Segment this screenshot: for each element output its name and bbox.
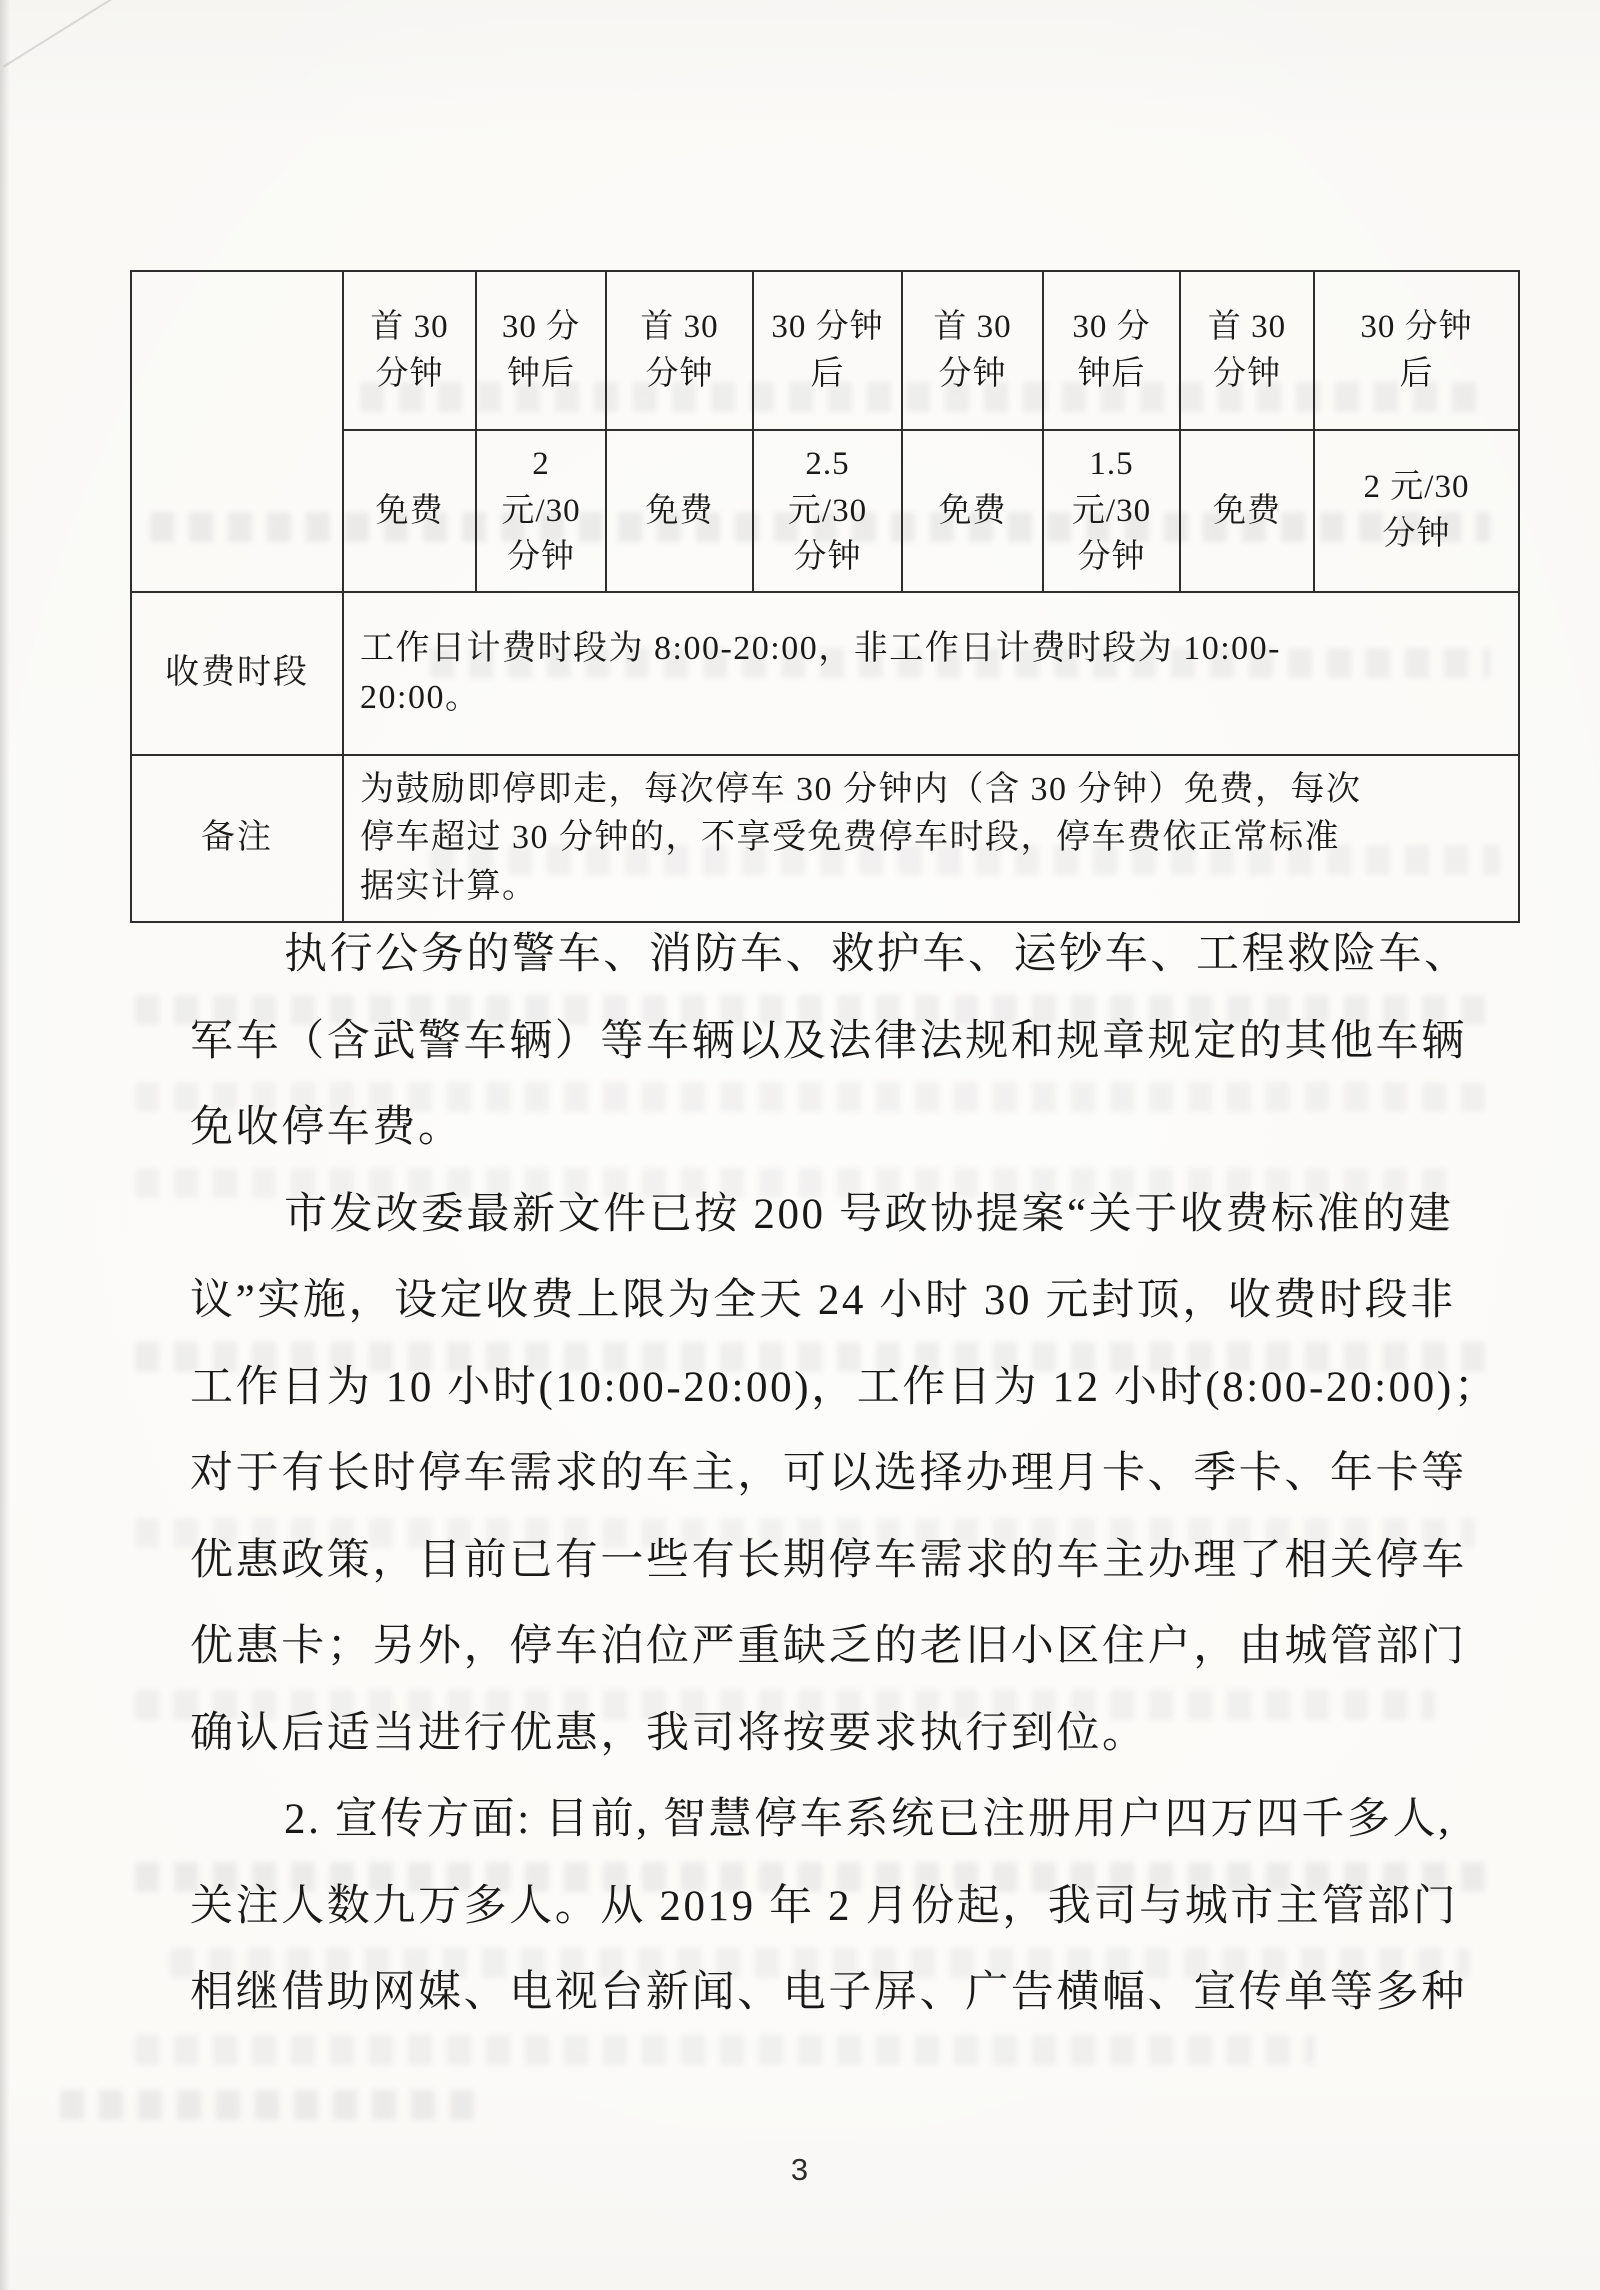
body-line: 确认后适当进行优惠，我司将按要求执行到位。 [190, 1709, 1148, 1757]
interval-header-cell: 30 分钟后 [1043, 271, 1180, 430]
body-line: 优惠卡；另外，停车泊位严重缺乏的老旧小区住户，由城管部门 [190, 1623, 1467, 1671]
remark-text: 为鼓励即停即走，每次停车 30 分钟内（含 30 分钟）免费，每次停车超过 30 分钟的，不享受免费停车时段，停车费依正常标准据实计算。 [360, 771, 1362, 905]
document-body [190, 912, 1500, 2037]
fee-cell: 免费 [902, 430, 1043, 592]
fee-cell: 1.5 元/30 分钟 [1043, 430, 1180, 592]
parking-fee-table [130, 270, 1520, 923]
body-line: 工作日为 10 小时(10:00-20:00)，工作日为 12 小时(8:00-20:00)； [190, 1363, 1500, 1411]
body-line: 2. 宣传方面: 目前, 智慧停车系统已注册用户四万四千多人, [284, 1796, 1452, 1844]
body-line: 军车（含武警车辆）等车辆以及法律法规和规章规定的其他车辆 [190, 1017, 1467, 1065]
remark-cell [343, 755, 1519, 922]
table-corner-cell [131, 271, 343, 592]
fee-cell: 2 元/30 分钟 [1314, 430, 1519, 592]
interval-header-cell: 30 分钟后 [753, 271, 902, 430]
body-line: 市发改委最新文件已按 200 号政协提案“关于收费标准的建 [284, 1190, 1454, 1238]
charge-period-text: 工作日计费时段为 8:00-20:00，非工作日计费时段为 10:00-20:00。 [360, 630, 1281, 716]
row-label-charge-period: 收费时段 [131, 592, 343, 755]
row-label-remark: 备注 [131, 755, 343, 922]
interval-header-cell: 首 30 分钟 [1180, 271, 1314, 430]
interval-header-cell: 首 30 分钟 [902, 271, 1043, 430]
body-line: 对于有长时停车需求的车主，可以选择办理月卡、季卡、年卡等 [190, 1450, 1467, 1498]
body-line: 优惠政策，目前已有一些有长期停车需求的车主办理了相关停车 [190, 1536, 1467, 1584]
fee-cell: 免费 [1180, 430, 1314, 592]
body-line: 议”实施，设定收费上限为全天 24 小时 30 元封顶，收费时段非 [190, 1277, 1456, 1325]
page-number: 3 [790, 2152, 810, 2187]
bleedthrough-smudge [135, 2035, 1315, 2065]
body-line: 执行公务的警车、消防车、救护车、运钞车、工程救险车、 [284, 931, 1470, 979]
interval-header-cell: 30 分钟后 [476, 271, 606, 430]
page-fold-crease [3, 0, 131, 68]
interval-header-cell: 30 分钟后 [1314, 271, 1519, 430]
fee-cell: 2 元/30 分钟 [476, 430, 606, 592]
interval-header-cell: 首 30 分钟 [606, 271, 753, 430]
interval-header-cell: 首 30 分钟 [343, 271, 476, 430]
charge-period-cell [343, 592, 1519, 755]
fee-cell: 2.5 元/30 分钟 [753, 430, 902, 592]
body-line: 关注人数九万多人。从 2019 年 2 月份起，我司与城市主管部门 [190, 1882, 1459, 1930]
body-line: 免收停车费。 [190, 1104, 464, 1152]
bleedthrough-smudge [60, 2090, 480, 2120]
fee-cell: 免费 [606, 430, 753, 592]
fee-cell: 免费 [343, 430, 476, 592]
body-line: 相继借助网媒、电视台新闻、电子屏、广告横幅、宣传单等多种 [190, 1969, 1467, 2017]
scan-edge-shadow [0, 0, 10, 2290]
